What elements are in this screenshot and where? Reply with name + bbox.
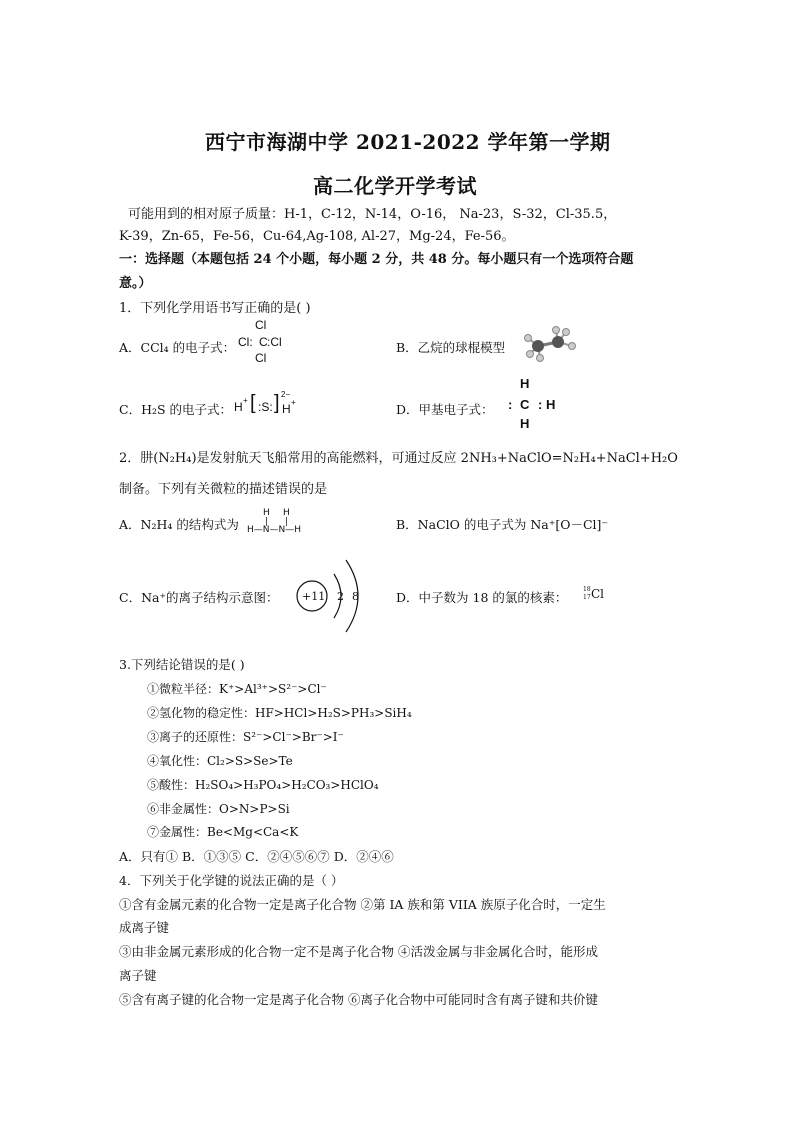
h2s-bracket-right: ] bbox=[274, 392, 280, 414]
na-nucleus-label: +11 bbox=[302, 590, 326, 603]
exam-title-line1: 西宁市海湖中学 2021-2022 学年第一学期 bbox=[205, 130, 611, 154]
h2s-h1: H bbox=[234, 400, 243, 414]
cl-mass-number: 18 bbox=[583, 586, 591, 593]
section1-heading-line2: 意。） bbox=[119, 276, 152, 291]
n2h4-top-h2: H bbox=[283, 508, 290, 518]
q4-line-5: ⑤含有离子键的化合物一定是离子化合物 ⑥离子化合物中可能同时含有离子键和共价键 bbox=[119, 992, 598, 1007]
na-shell2-label: 8 bbox=[352, 590, 359, 603]
q4-line-2: 成离子键 bbox=[119, 920, 170, 935]
q4-line-1: ①含有金属元素的化合物一定是离子化合物 ②第 IA 族和第 VIIA 族原子化合时，一定生 bbox=[119, 897, 606, 912]
n2h4-structural-formula bbox=[247, 508, 317, 538]
q2-stem-line2: 制备。下列有关微粒的描述错误的是 bbox=[119, 482, 328, 497]
q4-stem: 4．下列关于化学键的说法正确的是（ ） bbox=[119, 873, 344, 888]
q1-option-b: B．乙烷的球棍模型 bbox=[396, 340, 506, 355]
q4-line-3: ③由非金属元素形成的化合物一定不是离子化合物 ④活泼金属与非金属化合时，能形成 bbox=[119, 944, 598, 959]
n2h4-main-row: H—N—N—H bbox=[247, 525, 301, 535]
ccl4-center-c: C bbox=[259, 335, 268, 349]
q1-option-c: C．H₂S 的电子式： bbox=[119, 402, 233, 417]
h2s-h2: H bbox=[282, 402, 291, 416]
h2s-electron-formula bbox=[234, 390, 304, 420]
q2-stem-line1: 2．肼(N₂H₄)是发射航天飞船常用的高能燃料，可通过反应 2NH₃+NaClO=N₂H₄+NaCl+H₂O bbox=[119, 451, 678, 466]
n2h4-bond1: | bbox=[265, 517, 269, 527]
q2-option-d: D．中子数为 18 的氯的核素： bbox=[396, 590, 568, 605]
q3-item-6: ⑥非金属性：O>N>P>Si bbox=[147, 802, 290, 816]
exam-title-line2: 高二化学开学考试 bbox=[313, 174, 477, 198]
q4-line-4: 离子键 bbox=[119, 968, 157, 983]
q3-options: A．只有① B．①③⑤ C．②④⑤⑥⑦ D．②④⑥ bbox=[119, 849, 394, 864]
q3-item-7: ⑦金属性：Be<Mg<Ca<K bbox=[147, 825, 299, 839]
ccl4-electron-formula bbox=[238, 318, 298, 368]
atomic-masses-line1: 可能用到的相对原子质量：H-1，C-12，N-14，O-16， Na-23，S-32，Cl-35.5， bbox=[128, 207, 617, 222]
q2-option-c: C．Na⁺的离子结构示意图： bbox=[119, 590, 279, 605]
ccl4-top-cl: Cl bbox=[255, 318, 267, 332]
methyl-electron-formula bbox=[508, 376, 578, 432]
q3-item-5: ⑤酸性：H₂SO₄>H₃PO₄>H₂CO₃>HClO₄ bbox=[147, 778, 379, 792]
h2s-plus2: + bbox=[291, 398, 296, 407]
q1-stem: 1．下列化学用语书写正确的是( ) bbox=[119, 301, 311, 316]
q3-item-2: ②氢化物的稳定性：HF>HCl>H₂S>PH₃>SiH₄ bbox=[147, 706, 412, 720]
h2s-s: :S: bbox=[258, 400, 273, 414]
n2h4-bond2: | bbox=[285, 517, 289, 527]
methyl-right-h: : H bbox=[538, 397, 556, 412]
methyl-top-h: H bbox=[520, 376, 530, 391]
ccl4-right-cl: :Cl bbox=[267, 335, 282, 349]
q3-item-1: ①微粒半径：K⁺>Al³⁺>S²⁻>Cl⁻ bbox=[147, 682, 327, 696]
ethane-ball-stick-model-icon bbox=[522, 326, 578, 362]
methyl-bottom-h: H bbox=[520, 416, 530, 431]
cl-nuclide-symbol bbox=[583, 586, 613, 608]
h2s-charge: 2− bbox=[281, 390, 291, 399]
ccl4-bottom-cl: Cl bbox=[255, 351, 267, 365]
q2-option-b: B．NaClO 的电子式为 Na⁺[O－Cl]⁻ bbox=[396, 517, 608, 532]
n2h4-top-h1: H bbox=[263, 508, 270, 518]
h2s-bracket-left: [ bbox=[250, 392, 256, 414]
atomic-masses-line2: K-39，Zn-65，Fe-56，Cu-64,Ag-108, Al-27，Mg-24，Fe-56。 bbox=[119, 229, 515, 244]
cl-atomic-number: 17 bbox=[583, 594, 591, 601]
q3-item-3: ③离子的还原性：S²⁻>Cl⁻>Br⁻>I⁻ bbox=[147, 730, 344, 744]
methyl-center-c: C bbox=[520, 397, 530, 412]
ccl4-left-cl: Cl: bbox=[238, 335, 253, 349]
na-shell1-label: 2 bbox=[337, 590, 344, 603]
q3-item-4: ④氧化性：Cl₂>S>Se>Te bbox=[147, 754, 293, 768]
h2s-plus1: + bbox=[243, 396, 248, 405]
q2-option-a: A．N₂H₄ 的结构式为 bbox=[119, 517, 239, 532]
methyl-left-dots: : bbox=[508, 397, 513, 412]
q1-option-a: A．CCl₄ 的电子式： bbox=[119, 340, 236, 355]
section1-heading-line1: 一：选择题（本题包括 24 个小题，每小题 2 分，共 48 分。每小题只有一个选项符合题 bbox=[119, 252, 634, 267]
q1-option-d: D．甲基电子式： bbox=[396, 402, 494, 417]
q3-stem: 3.下列结论错误的是( ) bbox=[119, 657, 245, 672]
cl-symbol: Cl bbox=[591, 587, 605, 601]
